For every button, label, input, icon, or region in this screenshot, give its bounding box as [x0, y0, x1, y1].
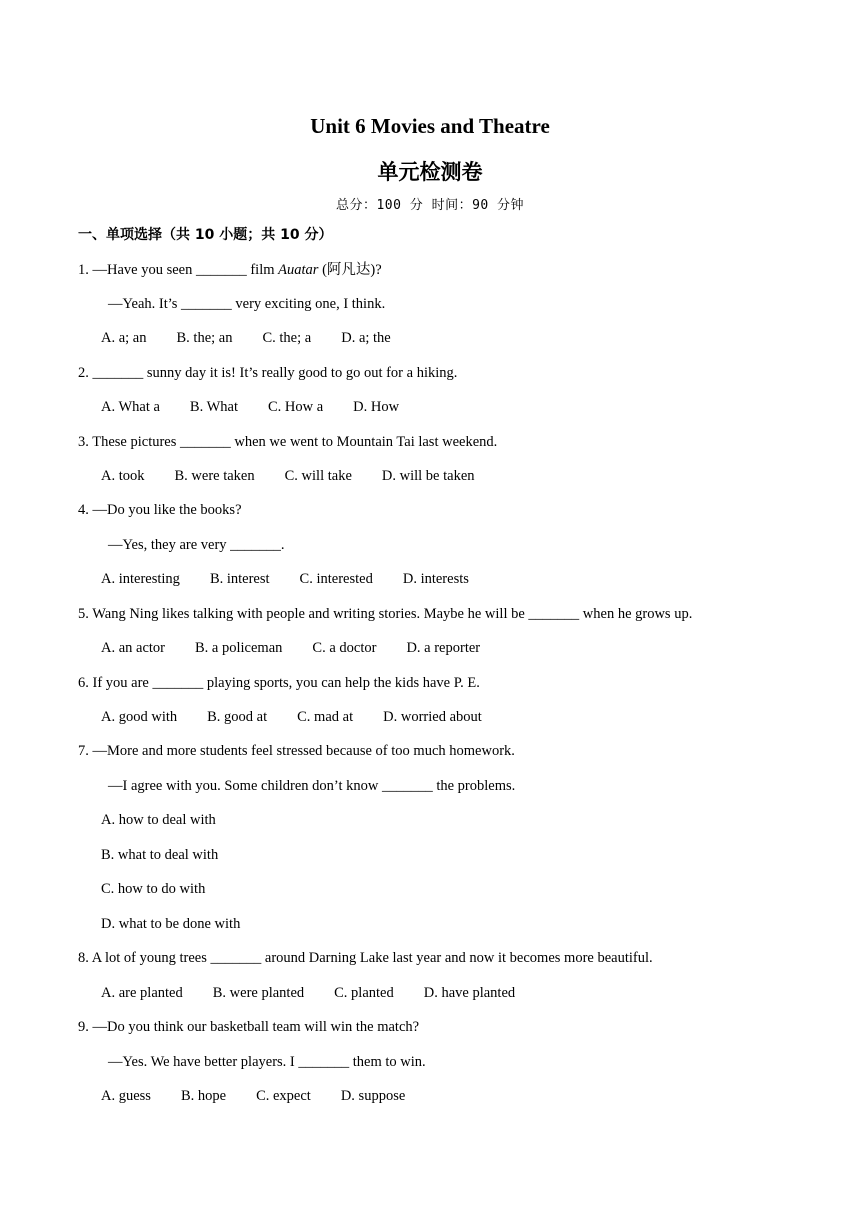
option-c: C. the; a: [262, 330, 312, 346]
option-a: A. guess: [101, 1088, 151, 1104]
option-d: D. will be taken: [381, 468, 475, 484]
option-a: A. are planted: [101, 985, 183, 1001]
option-c: C. will take: [284, 468, 352, 484]
option-d: D. a; the: [341, 330, 391, 346]
option-a: A. interesting: [101, 571, 180, 587]
option-c: C. planted: [334, 985, 394, 1001]
option-b: B. a policeman: [195, 640, 283, 656]
question-7-option-c: C. how to do with: [101, 881, 206, 897]
question-4-options: [101, 569, 469, 589]
option-d: D. worried about: [383, 709, 482, 725]
option-c: C. mad at: [297, 709, 354, 725]
option-d: D. have planted: [423, 985, 516, 1001]
option-a: A. What a: [101, 399, 160, 415]
option-b: B. good at: [207, 709, 268, 725]
option-c: C. a doctor: [312, 640, 377, 656]
question-2-line-1: 2. _______ sunny day it is! It’s really good to go out for a hiking.: [78, 365, 458, 381]
question-9-options: [101, 1086, 405, 1106]
option-d: D. suppose: [340, 1088, 406, 1104]
option-a: A. a; an: [101, 330, 147, 346]
option-c: C. interested: [299, 571, 373, 587]
option-d: D. How: [353, 399, 400, 415]
option-d: D. interests: [402, 571, 469, 587]
question-1-options: [101, 328, 391, 348]
option-b: B. were taken: [174, 468, 255, 484]
option-b: B. interest: [209, 571, 270, 587]
question-1-line-2: —Yeah. It’s _______ very exciting one, I think.: [108, 296, 386, 312]
question-9-line-2: —Yes. We have better players. I _______ them to win.: [108, 1054, 426, 1070]
page-title: Unit 6 Movies and Theatre: [310, 114, 550, 138]
question-9-line-1: 9. —Do you think our basketball team will win the match?: [78, 1019, 420, 1035]
option-b: B. What: [189, 399, 238, 415]
question-2-options: [101, 397, 399, 417]
question-4-line-2: —Yes, they are very _______.: [108, 537, 285, 553]
option-c: C. expect: [256, 1088, 311, 1104]
option-b: B. hope: [180, 1088, 227, 1104]
option-d: D. a reporter: [406, 640, 481, 656]
question-6-options: [101, 707, 482, 727]
question-7-option-b: B. what to deal with: [101, 847, 219, 863]
question-7-line-1: 7. —More and more students feel stressed because of too much homework.: [78, 743, 515, 759]
question-3-options: [101, 466, 475, 486]
exam-meta: 总分：100 分 时间：90 分钟: [335, 198, 525, 213]
option-a: A. good with: [101, 709, 178, 725]
question-7-option-d: D. what to be done with: [101, 916, 241, 932]
question-8-options: [101, 983, 515, 1003]
option-b: B. the; an: [176, 330, 233, 346]
option-c: C. How a: [267, 399, 324, 415]
page-subtitle: 单元检测卷: [377, 160, 483, 184]
option-a: A. an actor: [101, 640, 166, 656]
option-b: B. were planted: [212, 985, 305, 1001]
question-8-line-1: 8. A lot of young trees _______ around Darning Lake last year and now it becomes more beautiful.: [78, 950, 653, 966]
question-6-line-1: 6. If you are _______ playing sports, you can help the kids have P. E.: [78, 675, 480, 691]
option-a: A. took: [101, 468, 145, 484]
question-3-line-1: 3. These pictures _______ when we went to Mountain Tai last weekend.: [78, 434, 498, 450]
question-7-line-2: —I agree with you. Some children don’t know _______ the problems.: [108, 778, 516, 794]
section-heading: 一、单项选择（共 10 小题；共 10 分）: [78, 227, 333, 243]
question-1-line-1: 1. —Have you seen _______ film Auatar (阿凡达)?: [78, 262, 382, 278]
question-5-line-1: 5. Wang Ning likes talking with people and writing stories. Maybe he will be _______ when he grows up.: [78, 606, 693, 622]
question-4-line-1: 4. —Do you like the books?: [78, 502, 242, 518]
question-7-option-a: A. how to deal with: [101, 812, 216, 828]
question-5-options: [101, 638, 480, 658]
